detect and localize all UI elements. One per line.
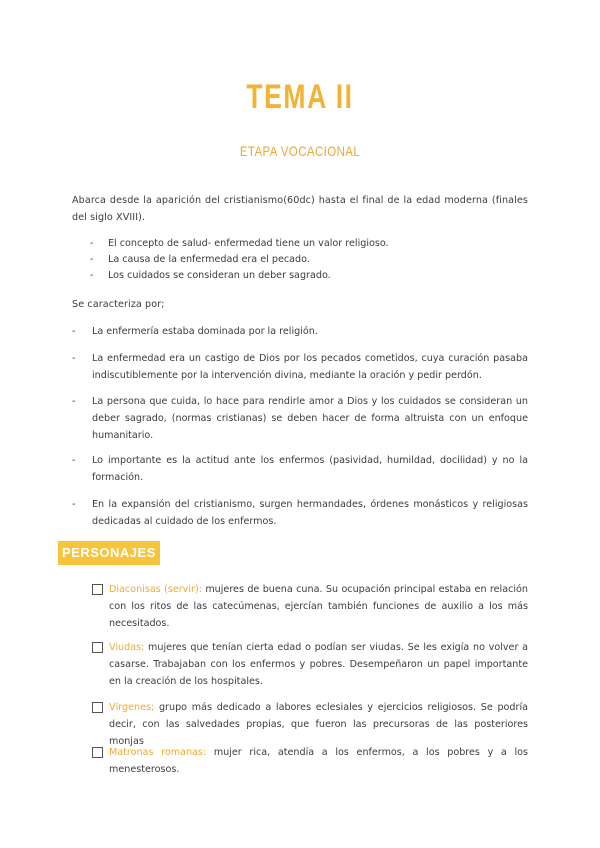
characteristic-text: La enfermería estaba dominada por la religión. bbox=[92, 326, 318, 337]
intro-bullet-text: Los cuidados se consideran un deber sagrado. bbox=[108, 270, 331, 281]
characteristic-item bbox=[72, 350, 528, 384]
character-term: Diaconisas (servir): bbox=[109, 584, 202, 595]
character-description: mujeres que tenían cierta edad o podían ser viudas. Se les exigía no volver a casarse. Trabajaban con los enfermos y pobres. Desempeñaron un papel importante en la creación de los hospitales. bbox=[109, 642, 528, 687]
dash-marker: - bbox=[72, 499, 76, 510]
characteristic-item bbox=[72, 393, 528, 444]
characteristic-text: La persona que cuida, lo hace para rendirle amor a Dios y los cuidados se consideran un deber sagrado, (normas cristianas) se deben hacer de forma altruista con un enfoque humanitario. bbox=[92, 396, 528, 441]
intro-bullet-text: La causa de la enfermedad era el pecado. bbox=[108, 254, 310, 265]
character-item bbox=[92, 639, 528, 690]
character-item bbox=[92, 744, 528, 778]
characteristic-item bbox=[72, 323, 528, 340]
characteristic-text: Lo importante es la actitud ante los enfermos (pasividad, humildad, docilidad) y no la formación. bbox=[92, 455, 528, 483]
checkbox-icon[interactable] bbox=[92, 747, 103, 758]
dash-marker: - bbox=[72, 353, 76, 364]
intro-bullet-text: El concepto de salud- enfermedad tiene un valor religioso. bbox=[108, 238, 389, 249]
character-term: Matronas romanas: bbox=[109, 747, 207, 758]
dash-marker: - bbox=[90, 270, 94, 281]
characterized-label: Se caracteriza por; bbox=[72, 299, 165, 310]
dash-marker: - bbox=[72, 396, 76, 407]
checkbox-icon[interactable] bbox=[92, 702, 103, 713]
page-title: TEMA II bbox=[246, 78, 354, 116]
checkbox-icon[interactable] bbox=[92, 642, 103, 653]
dash-marker: - bbox=[72, 455, 76, 466]
character-item bbox=[92, 699, 528, 750]
character-term: Vírgenes; bbox=[109, 702, 155, 713]
section-badge: PERSONAJES bbox=[58, 541, 160, 565]
characteristic-text: En la expansión del cristianismo, surgen hermandades, órdenes monásticos y religiosas dedicadas al cuidado de los enfermos. bbox=[92, 499, 528, 527]
dash-marker: - bbox=[72, 326, 76, 337]
characteristic-text: La enfermedad era un castigo de Dios por los pecados cometidos, cuya curación pasaba indiscutiblemente por la intervención divina, mediante la oración y pedir perdón. bbox=[92, 353, 528, 381]
checkbox-icon[interactable] bbox=[92, 584, 103, 595]
dash-marker: - bbox=[90, 238, 94, 249]
page-subtitle: ETAPA VOCACIONAL bbox=[239, 143, 361, 159]
character-description: mujer rica, atendía a los enfermos, a los pobres y a los menesterosos. bbox=[109, 747, 528, 775]
characteristic-item bbox=[72, 496, 528, 530]
character-description: mujeres de buena cuna. Su ocupación principal estaba en relación con los ritos de las catecúmenas, ejercían también funciones de auxilio a los más necesitados. bbox=[109, 584, 528, 629]
intro-paragraph: Abarca desde la aparición del cristianismo(60dc) hasta el final de la edad moderna (finales del siglo XVIII). bbox=[72, 195, 528, 223]
character-item bbox=[92, 581, 528, 632]
dash-marker: - bbox=[90, 254, 94, 265]
characteristic-item bbox=[72, 452, 528, 486]
character-description: grupo más dedicado a labores eclesiales y ejercicios religiosos. Se podría decir, con las salvedades propias, que fueron las precursoras de las posteriores monjas bbox=[109, 702, 528, 747]
character-term: Viudas; bbox=[109, 642, 145, 653]
